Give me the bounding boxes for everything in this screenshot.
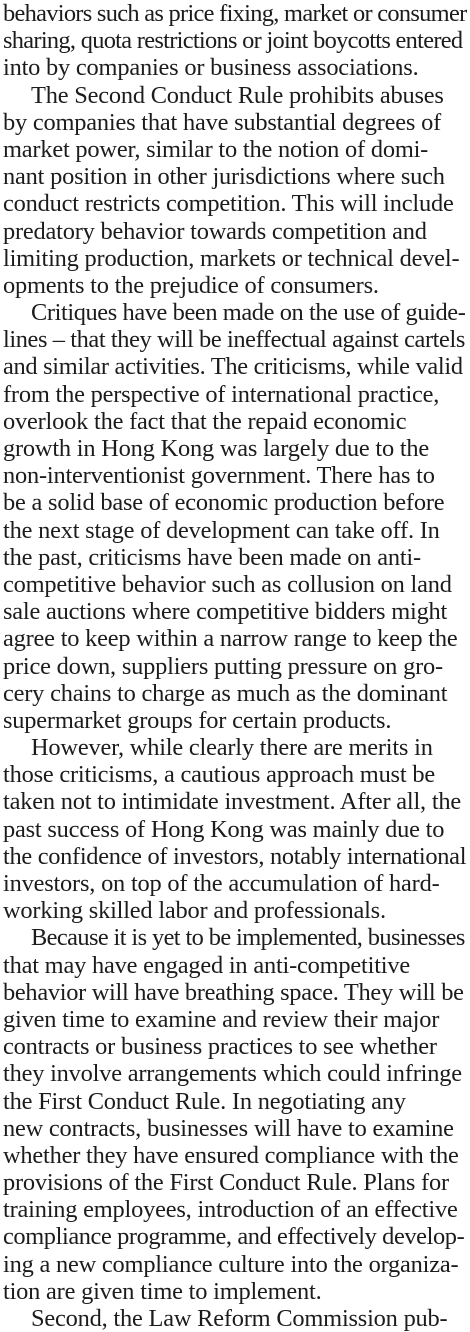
text-line: cery chains to charge as much as the dominant	[3, 679, 448, 707]
text-line: from the perspective of international practice,	[3, 380, 440, 408]
text-line: Second, the Law Reform Commission pub-	[31, 1305, 448, 1332]
text-line: working skilled labor and professionals.	[3, 897, 386, 925]
text-line: by companies that have substantial degrees of	[3, 108, 442, 136]
text-line: contracts or business practices to see whether	[3, 1033, 437, 1061]
text-line: the next stage of development can take off. In	[3, 516, 440, 544]
text-line: new contracts, businesses will have to examine	[3, 1114, 454, 1142]
text-line: be a solid base of economic production before	[3, 489, 445, 517]
text-line: they involve arrangements which could infringe	[3, 1060, 462, 1088]
text-line: competitive behavior such as collusion on land	[3, 570, 452, 598]
text-line: non-interventionist government. There has to	[3, 462, 435, 490]
text-line: investors, on top of the accumulation of hard-	[3, 870, 440, 897]
text-line: agree to keep within a narrow range to keep the	[3, 625, 458, 653]
text-line: compliance programme, and effectively develop-	[3, 1223, 465, 1251]
text-line: provisions of the First Conduct Rule. Plans for	[3, 1169, 449, 1197]
text-line: growth in Hong Kong was largely due to the	[3, 435, 430, 462]
text-line: overlook the fact that the repaid economic	[3, 407, 407, 435]
text-line: predatory behavior towards competition and	[3, 217, 427, 245]
article-paragraph	[3, 82, 467, 300]
text-line: price down, suppliers putting pressure on gro-	[3, 652, 443, 680]
article-paragraph	[3, 924, 467, 1305]
text-line: the past, criticisms have been made on anti-	[3, 543, 421, 571]
text-line: whether they have ensured compliance with the	[3, 1141, 459, 1169]
text-line: those criticisms, a cautious approach must be	[3, 761, 435, 789]
text-line: and similar activities. The criticisms, while valid	[3, 353, 463, 381]
text-line: behaviors such as price fixing, market or consumer	[3, 0, 467, 27]
text-line: market power, similar to the notion of domi-	[3, 135, 429, 163]
text-line: training employees, introduction of an effective	[3, 1196, 458, 1224]
text-line: past success of Hong Kong was mainly due to	[3, 815, 445, 843]
text-line: Critiques have been made on the use of guide-	[31, 299, 466, 327]
text-line: sale auctions where competitive bidders might	[3, 598, 448, 626]
text-line: given time to examine and review their major	[3, 1005, 440, 1033]
article-paragraph	[3, 299, 467, 734]
text-line: conduct restricts competition. This will include	[3, 190, 454, 218]
article-paragraph	[3, 1305, 467, 1332]
text-line: lines – that they will be ineffectual against cartels	[3, 326, 465, 354]
text-line: ing a new compliance culture into the organiza-	[3, 1250, 459, 1278]
text-line: behavior will have breathing space. They will be	[3, 978, 464, 1006]
text-line: The Second Conduct Rule prohibits abuses	[31, 81, 444, 109]
text-line: the First Conduct Rule. In negotiating any	[3, 1087, 406, 1115]
text-line: into by companies or business associations.	[3, 54, 419, 82]
text-line: Because it is yet to be implemented, businesses	[31, 924, 465, 952]
text-line: that may have engaged in anti-competitive	[3, 951, 410, 979]
text-line: nant position in other jurisdictions where such	[3, 163, 445, 191]
text-line: the confidence of investors, notably international	[3, 842, 467, 870]
text-line: supermarket groups for certain products.	[3, 706, 392, 734]
text-line: However, while clearly there are merits in	[31, 734, 433, 762]
text-line: tion are given time to implement.	[3, 1277, 322, 1305]
article-paragraph	[3, 734, 467, 924]
article-paragraph	[3, 0, 467, 82]
text-line: limiting production, markets or technical devel-	[3, 244, 460, 272]
text-line: sharing, quota restrictions or joint boycotts entered	[3, 27, 463, 55]
text-line: opments to the prejudice of consumers.	[3, 271, 379, 299]
text-line: taken not to intimidate investment. After all, the	[3, 788, 462, 816]
